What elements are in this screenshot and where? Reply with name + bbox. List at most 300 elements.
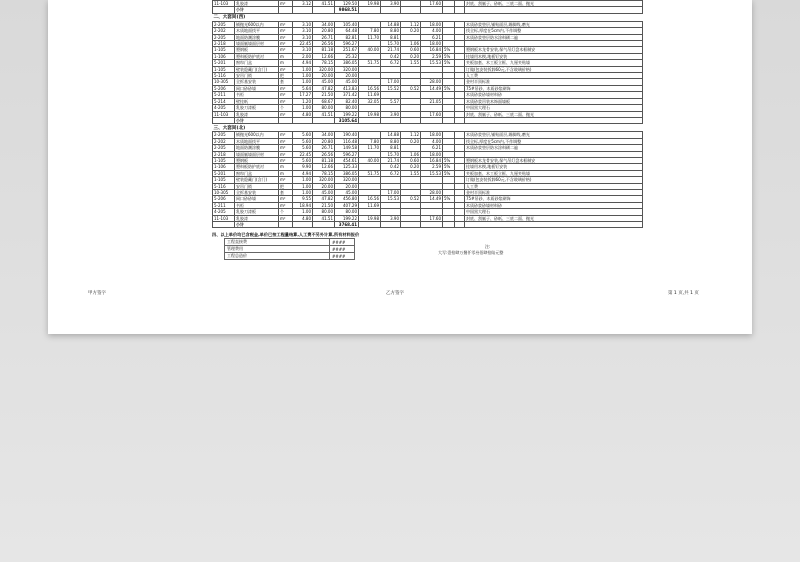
table-cell: 金村半顶标准 xyxy=(465,79,643,85)
table-cell: 16.84 xyxy=(421,157,443,163)
table-cell: 壁装隐藏门(含门) xyxy=(235,66,279,72)
table-cell: 81.18 xyxy=(313,47,335,53)
table-cell: 320.00 xyxy=(313,66,335,72)
table-cell: 5% xyxy=(443,170,455,176)
table-cell: 17.00 xyxy=(381,189,401,195)
table-cell: 乳胶漆 xyxy=(235,1,279,7)
table-cell: 1.20 xyxy=(293,98,313,104)
table-cell: 19.98 xyxy=(359,215,381,221)
subtotal-value: 3105.64 xyxy=(335,117,359,123)
table-cell: 40.00 xyxy=(359,47,381,53)
table-cell: 82.40 xyxy=(335,98,359,104)
totals-title: 四、以上单价均已含税金,单价已按工程量结算,人工费不另外计算,所有材料报价 xyxy=(212,232,360,237)
table-cell: 墙面腻墙面层材 xyxy=(235,41,279,47)
table-cell: 21.74 xyxy=(381,157,401,163)
table-cell: 413.83 xyxy=(335,85,359,91)
table-cell: 5% xyxy=(443,85,455,91)
table-cell: 1.12 xyxy=(401,21,421,27)
table-cell: 5% xyxy=(443,53,455,59)
table-cell: 3.10 xyxy=(293,34,313,40)
table-cell: 7.80 xyxy=(359,138,381,144)
table-cell: 1-105 xyxy=(213,47,235,53)
table-cell: 1.06 xyxy=(401,151,421,157)
table-cell: 5.60 xyxy=(293,145,313,151)
table-cell: 壁挂纸 xyxy=(235,98,279,104)
table-cell: 4.94 xyxy=(293,60,313,66)
table-cell: 3.90 xyxy=(381,215,401,221)
table-cell: 41.51 xyxy=(313,215,335,221)
table-cell: 21.50 xyxy=(313,202,335,208)
footer-center: 乙方签字 xyxy=(386,291,404,296)
table-cell: 个 xyxy=(279,105,293,111)
table-cell: 34.00 xyxy=(313,21,335,27)
table-cell: m² xyxy=(279,1,293,7)
table-cell: 4-205 xyxy=(213,105,235,111)
table-cell: 乳胶漆 xyxy=(235,111,279,117)
table-cell: 2.59 xyxy=(421,164,443,170)
table-cell xyxy=(279,222,293,228)
table-cell: 乳胶漆 xyxy=(235,215,279,221)
table-cell: 75#吊砂、木质砂浆刷饰 xyxy=(465,85,643,91)
table-cell: 6.72 xyxy=(381,170,401,176)
table-cell: 封底、刮腻子、砂纸、三底二面、抛光 xyxy=(465,1,643,7)
table-cell: 45.00 xyxy=(313,189,335,195)
table-cell: 149.58 xyxy=(335,145,359,151)
table-cell: 75#吊砂、木质砂浆刷饰 xyxy=(465,196,643,202)
table-cell: 17.60 xyxy=(421,111,443,117)
table-cell: 596.27 xyxy=(335,151,359,157)
table-cell: 铺抛光600以内 xyxy=(235,132,279,138)
table-cell: 封底、刮腻子、砂纸、三底二面、抛光 xyxy=(465,111,643,117)
table-cell: 5-206 xyxy=(213,85,235,91)
table-cell: 45.00 xyxy=(313,79,335,85)
table-cell: 18.00 xyxy=(421,151,443,157)
table-cell: 木质砂浆垫层防水涂料刷二遍 xyxy=(465,34,643,40)
table-cell: 窗帘门盒 xyxy=(235,60,279,66)
table-cell: 全拆基安装 xyxy=(235,189,279,195)
table-cell: 窗帘门盒 xyxy=(235,170,279,176)
table-cell xyxy=(455,222,465,228)
table-cell: 6.21 xyxy=(421,145,443,151)
subtotal-label: 小计 xyxy=(235,117,279,123)
table-cell: 8.80 xyxy=(381,28,401,34)
table-cell: 4.94 xyxy=(293,170,313,176)
table-cell: 17.60 xyxy=(421,1,443,7)
table-cell: 0.20 xyxy=(401,164,421,170)
table-cell: 190.40 xyxy=(335,132,359,138)
table-cell: 5.60 xyxy=(293,157,313,163)
table-cell: 26.56 xyxy=(313,41,335,47)
table-cell: 21.74 xyxy=(381,47,401,53)
table-cell: 17.27 xyxy=(293,92,313,98)
budget-table xyxy=(212,0,643,228)
table-cell: 网口砂砂墙 xyxy=(235,196,279,202)
table-cell: 1-105 xyxy=(213,177,235,183)
footer-left: 甲方签字 xyxy=(88,291,106,296)
table-cell: 0.60 xyxy=(401,157,421,163)
table-cell: 3.10 xyxy=(293,28,313,34)
table-cell: 15.70 xyxy=(381,41,401,47)
table-cell: 3.10 xyxy=(293,21,313,27)
table-cell: 2-202 xyxy=(213,138,235,144)
table-cell xyxy=(421,222,443,228)
amount-in-words: 大写:壹拾肆万捌仟零叁佰肆拾陆元整 xyxy=(438,250,504,255)
table-cell xyxy=(293,222,313,228)
table-cell: 51.75 xyxy=(359,60,381,66)
table-cell: 5-206 xyxy=(213,196,235,202)
table-cell: 0.42 xyxy=(381,53,401,59)
table-cell: 封底、刮腻子、砂纸、三底二面、抛光 xyxy=(465,215,643,221)
table-cell: 19.98 xyxy=(359,111,381,117)
totals-block xyxy=(212,232,642,260)
table-cell: 20.80 xyxy=(313,28,335,34)
table-cell: 251.67 xyxy=(335,47,359,53)
table-cell: 125.33 xyxy=(335,164,359,170)
table-cell: 1-106 xyxy=(213,53,235,59)
table-cell: 塑钢板木龙骨安装,保气吊灯盘木框制安 xyxy=(465,47,643,53)
table-cell: 40.00 xyxy=(359,157,381,163)
table-cell: 20.00 xyxy=(335,73,359,79)
table-cell: 5-214 xyxy=(213,98,235,104)
table-cell: 17.60 xyxy=(421,215,443,221)
table-cell: m² xyxy=(279,196,293,202)
table-cell: 47.82 xyxy=(313,85,335,91)
table-cell: 320.00 xyxy=(335,66,359,72)
table-cell: 5-211 xyxy=(213,202,235,208)
table-cell: 1.00 xyxy=(293,105,313,111)
table-cell: 11-103 xyxy=(213,111,235,117)
table-cell: 0.42 xyxy=(381,164,401,170)
table-cell: 乳胶刀漆板 xyxy=(235,105,279,111)
table-cell: 80.00 xyxy=(313,105,335,111)
table-cell: 18.00 xyxy=(421,41,443,47)
table-cell: 书柜 xyxy=(235,92,279,98)
table-cell: 1.00 xyxy=(293,79,313,85)
table-cell: 2-218 xyxy=(213,151,235,157)
table-cell: 2.00 xyxy=(293,53,313,59)
table-cell: 5-201 xyxy=(213,60,235,66)
table-cell: 105.40 xyxy=(335,21,359,27)
table-cell: 找全标,厚度在5cm内,不作调整 xyxy=(465,138,643,144)
table-cell: 15.53 xyxy=(421,60,443,66)
table-cell: 10-305 xyxy=(213,189,235,195)
table-cell: 4.80 xyxy=(293,111,313,117)
table-cell: 木质地面找平 xyxy=(235,28,279,34)
table-cell: m² xyxy=(279,151,293,157)
table-cell: 320.00 xyxy=(335,177,359,183)
table-cell: m² xyxy=(279,157,293,163)
table-cell: 22.45 xyxy=(293,41,313,47)
table-cell: 41.51 xyxy=(313,1,335,7)
table-cell: m² xyxy=(279,92,293,98)
table-cell: 320.00 xyxy=(313,177,335,183)
table-cell: 371.42 xyxy=(335,92,359,98)
table-cell: 18.00 xyxy=(421,21,443,27)
section-header xyxy=(213,124,643,132)
table-cell: 1.00 xyxy=(293,177,313,183)
table-cell: m² xyxy=(279,41,293,47)
table-cell: 个 xyxy=(279,209,293,215)
table-cell: 20.00 xyxy=(313,73,335,79)
table-cell: 1.00 xyxy=(293,66,313,72)
table-cell: 人工费 xyxy=(465,183,643,189)
table-cell: 1.00 xyxy=(293,73,313,79)
table-cell: m² xyxy=(279,145,293,151)
table-cell: 找全标,厚度在5cm内,不作调整 xyxy=(465,28,643,34)
table-cell: 5% xyxy=(443,60,455,66)
table-cell: 32.05 xyxy=(359,98,381,104)
table-cell: 18.94 xyxy=(293,202,313,208)
table-cell: 5.57 xyxy=(381,98,401,104)
table-cell: 墙面腻墙面层材 xyxy=(235,151,279,157)
table-cell: 中国黑大理石 xyxy=(465,209,643,215)
table-cell: 14.88 xyxy=(381,132,401,138)
table-cell: 木质砂浆砂墙材料砂 xyxy=(465,202,643,208)
table-cell xyxy=(213,222,235,228)
table-cell: 5% xyxy=(443,164,455,170)
table-cell: 456.80 xyxy=(335,196,359,202)
table-cell: m xyxy=(279,60,293,66)
table-cell: 22.45 xyxy=(293,151,313,157)
section-title: 二、大套间(西) xyxy=(213,13,643,21)
table-cell: 5-116 xyxy=(213,183,235,189)
table-cell: m² xyxy=(279,177,293,183)
table-cell: m² xyxy=(279,132,293,138)
table-cell: 41.51 xyxy=(313,111,335,117)
table-cell: m² xyxy=(279,34,293,40)
table-cell: 386.05 xyxy=(335,60,359,66)
table-cell: 乳胶刀漆板 xyxy=(235,209,279,215)
table-cell xyxy=(359,222,381,228)
table-cell: 2-218 xyxy=(213,41,235,47)
table-cell: 2.59 xyxy=(421,53,443,59)
table-cell: 4.80 xyxy=(293,215,313,221)
table-cell: 1.06 xyxy=(401,41,421,47)
table-cell: 2-205 xyxy=(213,145,235,151)
table-cell: 安吊门锁 xyxy=(235,73,279,79)
table-cell: m² xyxy=(279,98,293,104)
table-cell: 订做(包安装拆卸60元,不含玻璃价格) xyxy=(465,66,643,72)
table-cell: 网口砂砂墙 xyxy=(235,85,279,91)
table-cell: 11.70 xyxy=(359,145,381,151)
table-cell: 6.21 xyxy=(421,34,443,40)
table-cell: 塑钢板 xyxy=(235,47,279,53)
table-cell: 木质地面找平 xyxy=(235,138,279,144)
table-cell: 夹板加套、木工板立框、九厘夹贴墙 xyxy=(465,60,643,66)
table-cell: 1.55 xyxy=(401,170,421,176)
totals-value: #### xyxy=(330,253,355,260)
table-cell: 木质砂浆垫层,铺贴面层,踢脚线,磨光 xyxy=(465,132,643,138)
table-cell: 订做(包安装拆卸60元,不含玻璃价格) xyxy=(465,177,643,183)
table-cell: 5-116 xyxy=(213,73,235,79)
table-cell: m² xyxy=(279,21,293,27)
table-cell: 199.22 xyxy=(335,111,359,117)
table-cell: 4.00 xyxy=(421,28,443,34)
table-cell: 全拆基安装 xyxy=(235,79,279,85)
table-cell: 14.49 xyxy=(421,196,443,202)
document-page xyxy=(48,0,752,334)
table-cell: 9.55 xyxy=(293,196,313,202)
table-cell: 47.82 xyxy=(313,196,335,202)
table-cell xyxy=(313,222,335,228)
table-cell: 中国黑大理石 xyxy=(465,105,643,111)
table-cell: 5-211 xyxy=(213,92,235,98)
table-cell: 14.88 xyxy=(381,21,401,27)
table-cell: 11-103 xyxy=(213,215,235,221)
table-cell: 3.10 xyxy=(293,47,313,53)
table-cell: 木质砂浆垫层,铺贴面层,踢脚线,磨光 xyxy=(465,21,643,27)
table-cell: 81.18 xyxy=(313,157,335,163)
table-cell: 地面防潮涂膜 xyxy=(235,145,279,151)
table-cell: 1-106 xyxy=(213,164,235,170)
table-cell: 2-205 xyxy=(213,132,235,138)
table-cell: 安吊门锁 xyxy=(235,183,279,189)
totals-row xyxy=(225,239,355,246)
table-cell: 78.15 xyxy=(313,60,335,66)
table-cell: 木质砂浆砂墙材料砂 xyxy=(465,92,643,98)
table-cell: 木质砂浆吊装木饰面墙板 xyxy=(465,98,643,104)
table-cell: 4-205 xyxy=(213,209,235,215)
table-cell: 12.66 xyxy=(313,164,335,170)
table-cell: 3.12 xyxy=(293,1,313,7)
table-cell: 4.00 xyxy=(421,138,443,144)
table-cell: 15.53 xyxy=(421,170,443,176)
table-cell: 6.72 xyxy=(381,60,401,66)
table-cell: 21.50 xyxy=(313,92,335,98)
table-cell: 80.00 xyxy=(335,105,359,111)
table-cell: 5-201 xyxy=(213,170,235,176)
table-cell: 5% xyxy=(443,196,455,202)
table-cell: 把 xyxy=(279,183,293,189)
table-cell: 8.80 xyxy=(381,138,401,144)
table-cell: 15.53 xyxy=(381,196,401,202)
table-cell: 17.00 xyxy=(381,79,401,85)
table-cell: m² xyxy=(279,111,293,117)
table-cell: 64.48 xyxy=(335,28,359,34)
table-cell: 454.61 xyxy=(335,157,359,163)
table-cell: 199.22 xyxy=(335,215,359,221)
table-cell: m² xyxy=(279,202,293,208)
totals-row xyxy=(225,246,355,253)
table-cell xyxy=(401,222,421,228)
table-cell: 407.29 xyxy=(335,202,359,208)
table-cell: 26.56 xyxy=(313,151,335,157)
table-cell: 26.71 xyxy=(313,145,335,151)
table-cell: 12.66 xyxy=(313,53,335,59)
table-cell: 塑钢板木龙骨安装,保气吊灯盘木框制安 xyxy=(465,157,643,163)
table-cell: 5% xyxy=(443,47,455,53)
table-cell: 8.81 xyxy=(381,145,401,151)
table-cell: 1.55 xyxy=(401,60,421,66)
table-cell: 5.60 xyxy=(293,132,313,138)
table-cell: 3.90 xyxy=(381,111,401,117)
footer-right: 第 1 页,共 1 页 xyxy=(668,291,699,296)
totals-label: 工程总造价 xyxy=(225,253,330,260)
table-cell: 15.70 xyxy=(381,151,401,157)
table-cell: 9.90 xyxy=(293,164,313,170)
table-cell: m² xyxy=(279,66,293,72)
table-cell: 0.20 xyxy=(401,53,421,59)
table-cell: 套 xyxy=(279,189,293,195)
table-cell: m xyxy=(279,53,293,59)
table-cell: 68.67 xyxy=(313,98,335,104)
table-cell: 20.80 xyxy=(313,138,335,144)
section-header xyxy=(213,13,643,21)
table-cell: m xyxy=(279,164,293,170)
table-cell: 11.69 xyxy=(359,92,381,98)
table-cell: 11.69 xyxy=(359,202,381,208)
table-cell: 1-105 xyxy=(213,66,235,72)
table-cell: 28.00 xyxy=(421,189,443,195)
table-cell: 0.60 xyxy=(401,47,421,53)
table-cell: 2-202 xyxy=(213,28,235,34)
table-cell: 21.05 xyxy=(421,98,443,104)
table-cell: 夹板加套、木工板立框、九厘夹贴墙 xyxy=(465,170,643,176)
table-cell: 金村半顶标准 xyxy=(465,189,643,195)
table-cell: 28.00 xyxy=(421,79,443,85)
table-cell: 挂墙用木楔,地板钉安装 xyxy=(465,164,643,170)
table-cell: 挂墙用木楔,地板钉安装 xyxy=(465,53,643,59)
table-cell: 129.50 xyxy=(335,1,359,7)
table-cell: 45.00 xyxy=(335,79,359,85)
table-cell: 8.81 xyxy=(381,34,401,40)
table-cell: 16.84 xyxy=(421,47,443,53)
table-cell: m² xyxy=(279,138,293,144)
table-cell: 1.00 xyxy=(293,183,313,189)
table-cell: 2-205 xyxy=(213,21,235,27)
table-cell: 34.00 xyxy=(313,132,335,138)
table-cell: 16.56 xyxy=(359,85,381,91)
table-cell xyxy=(443,222,455,228)
table-cell: 15.52 xyxy=(381,85,401,91)
table-cell: 45.00 xyxy=(335,189,359,195)
table-cell: 0.52 xyxy=(401,196,421,202)
table-cell: 14.49 xyxy=(421,85,443,91)
subtotal-label: 小计 xyxy=(235,222,279,228)
table-cell: 套 xyxy=(279,79,293,85)
totals-label: 管理费用 xyxy=(225,246,330,253)
table-cell: m² xyxy=(279,47,293,53)
table-cell: 5% xyxy=(443,157,455,163)
table-cell: 铺抛光600以内 xyxy=(235,21,279,27)
subtotal-value: 3768.41 xyxy=(335,222,359,228)
table-cell xyxy=(381,222,401,228)
table-cell: 78.15 xyxy=(313,170,335,176)
table-cell: 5.64 xyxy=(293,85,313,91)
table-cell: 16.56 xyxy=(359,196,381,202)
table-cell: 1-105 xyxy=(213,157,235,163)
subtotal-row xyxy=(213,222,643,228)
table-cell: 5.60 xyxy=(293,138,313,144)
table-cell: 壁装隐藏门(含门) xyxy=(235,177,279,183)
table-cell: 把 xyxy=(279,73,293,79)
table-cell: 0.20 xyxy=(401,28,421,34)
table-cell: 82.81 xyxy=(335,34,359,40)
totals-row xyxy=(225,253,355,260)
section-title: 三、大套间(北) xyxy=(213,124,643,132)
table-cell: 386.05 xyxy=(335,170,359,176)
table-cell: 0.20 xyxy=(401,138,421,144)
table-cell: 1.00 xyxy=(293,189,313,195)
table-cell: 1.12 xyxy=(401,132,421,138)
table-cell: 木质砂浆垫层防水涂料刷二遍 xyxy=(465,145,643,151)
table-cell: 2-205 xyxy=(213,34,235,40)
table-cell: 80.00 xyxy=(335,209,359,215)
table-cell: 11-103 xyxy=(213,1,235,7)
table-cell: 塑钢板 xyxy=(235,157,279,163)
table-cell: 596.27 xyxy=(335,41,359,47)
table-cell: 51.75 xyxy=(359,170,381,176)
